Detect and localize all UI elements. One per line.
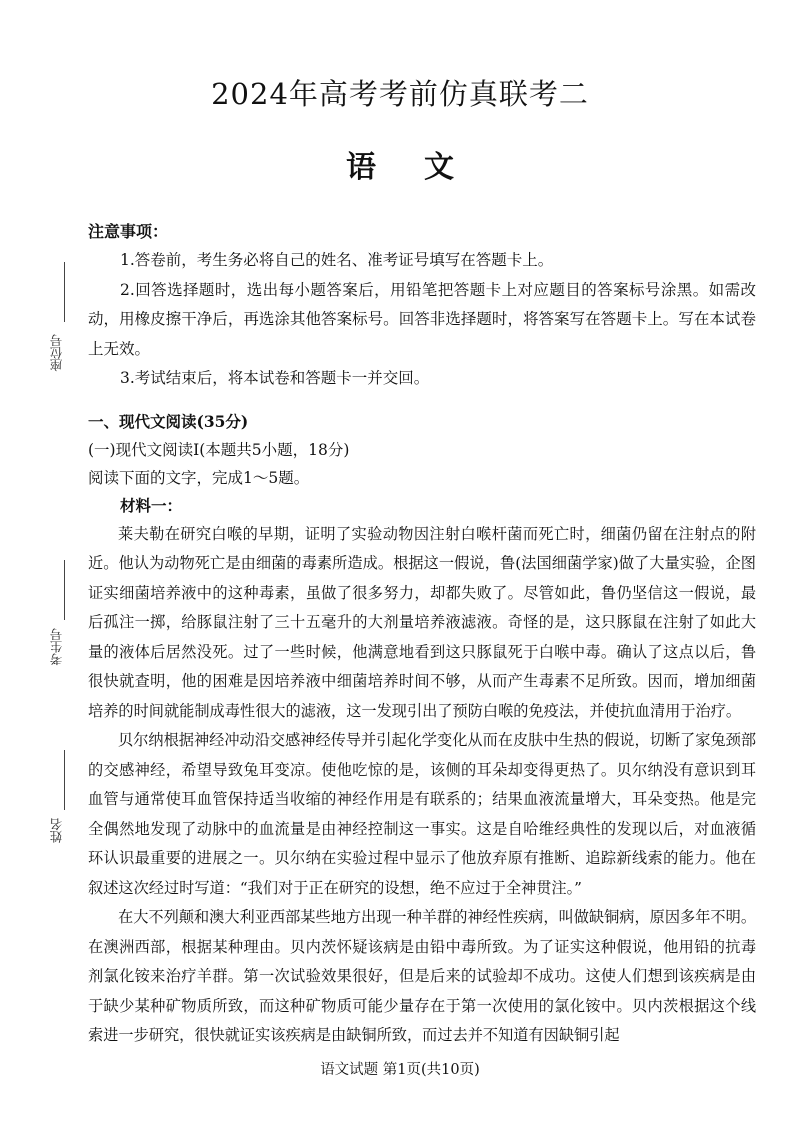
passage-paragraph: 贝尔纳根据神经冲动沿交感神经传导并引起化学变化从而在皮肤中生热的假说，切断了家兔颈部的交感神经，希望导致兔耳变凉。使他吃惊的是，该侧的耳朵却变得更热了。贝尔纳没有意识到耳血管与通常使耳血管保持适当收缩的神经作用是有联系的；结果血液流量增大，耳朵变热。他是完全偶然地发现了动脉中的血流量是由神经控制这一事实。这是自哈维经典性的发现以后，对血液循环认识最重要的进展之一。贝尔纳在实验过程中显示了他放弃原有推断、追踪新线索的能力。他在叙述这次经过时写道：“我们对于正在研究的设想，绝不应过于全神贯注。”	[88, 731, 756, 897]
material-label: 材料一：	[120, 495, 183, 515]
reading-instruction: 阅读下面的文字，完成1～5题。	[88, 468, 310, 487]
exam-content	[88, 218, 756, 1051]
sub-section-heading: (一)现代文阅读Ⅰ(本题共5小题，18分)	[88, 440, 350, 459]
note-item: 2.回答选择题时，选出每小题答案后，用铅笔把答题卡上对应题目的答案标号涂黑。如需改动，用橡皮擦干净后，再选涂其他答案标号。回答非选择题时，将答案写在答题卡上。写在本试卷上无效。	[88, 280, 756, 358]
section-heading: 一、现代文阅读(35分)	[88, 411, 249, 431]
subject-title: 语文	[346, 150, 502, 185]
notes-heading: 注意事项：	[88, 222, 169, 241]
passage-paragraph: 莱夫勒在研究白喉的早期，证明了实验动物因注射白喉杆菌而死亡时，细菌仍留在注射点的附近。他认为动物死亡是由细菌的毒素所造成。根据这一假说，鲁(法国细菌学家)做了大量实验，企图证实细菌培养液中的这种毒素，虽做了很多努力，却都失败了。尽管如此，鲁仍坚信这一假说，最后孤注一掷，给豚鼠注射了三十五毫升的大剂量培养液滤液。奇怪的是，这只豚鼠在注射了如此大量的液体后居然没死。过了一些时候，他满意地看到这只豚鼠死于白喉中毒。确认了这点以后，鲁很快就查明，他的困难是因培养液中细菌培养时间不够，从而产生毒素不足所致。因而，增加细菌培养的时间就能制成毒性很大的滤液，这一发现引出了预防白喉的免疫法，并使抗血清用于治疗。	[88, 524, 756, 720]
exam-no-line	[64, 560, 65, 620]
name-line	[64, 750, 65, 810]
seat-line	[64, 262, 65, 322]
note-item: 1.答卷前，考生务必将自己的姓名、准考证号填写在答题卡上。	[120, 251, 554, 269]
note-item: 3.考试结束后，将本试卷和答题卡一并交回。	[120, 369, 430, 387]
exam-title: 2024年高考考前仿真联考二	[211, 77, 589, 111]
name-label: 姓名	[49, 818, 64, 843]
page-footer: 语文试题 第1页(共10页)	[320, 1062, 480, 1078]
passage-paragraph: 在大不列颠和澳大利亚西部某些地方出现一种羊群的神经性疾病，叫做缺铜病，原因多年不明。在澳洲西部，根据某种理由。贝内茨怀疑该病是由铅中毒所致。为了证实这种假说，他用铅的抗毒剂氯化铵来治疗羊群。第一次试验效果很好，但是后来的试验却不成功。这使人们想到该疾病是由于缺少某种矿物质所致，而这种矿物质可能少量存在于第一次使用的氯化铵中。贝内茨根据这个线索进一步研究，很快就证实该疾病是由缺铜所致，而过去并不知道有因缺铜引起	[88, 908, 756, 1044]
seat-label: 座位号	[49, 334, 64, 372]
exam-no-label: 考生号	[49, 628, 64, 666]
